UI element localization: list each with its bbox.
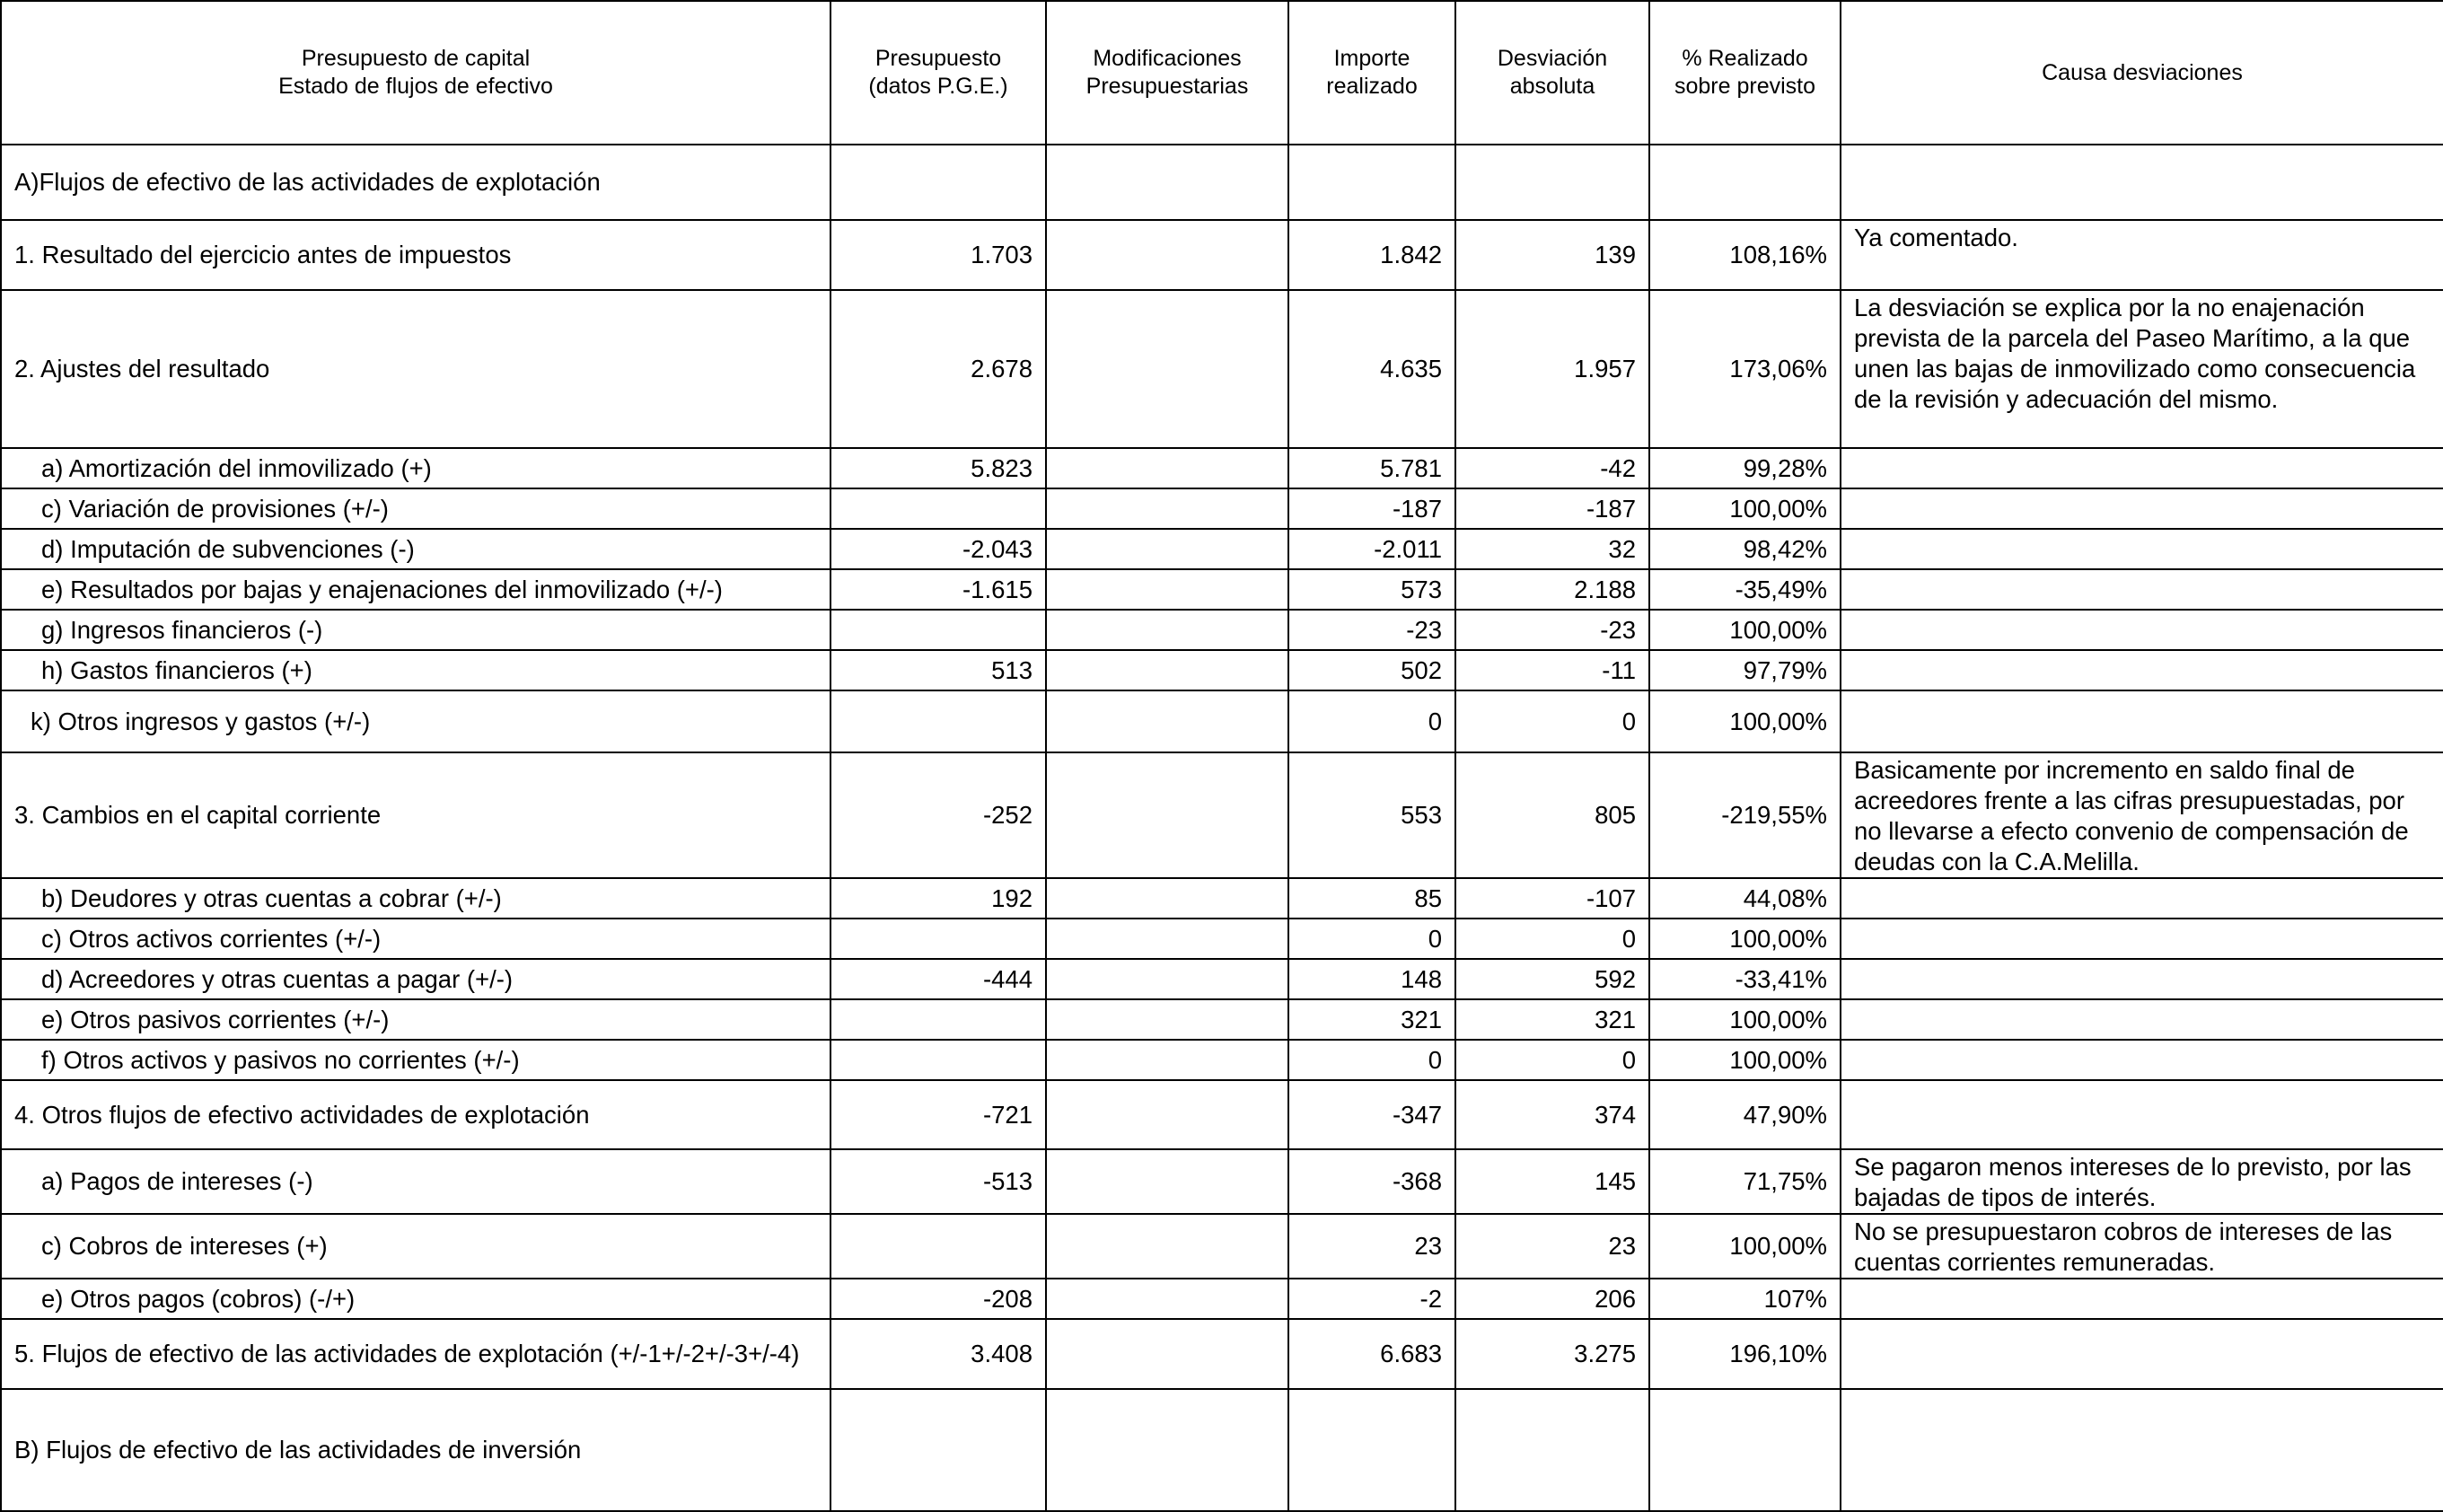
cell-concept: 2. Ajustes del resultado <box>1 290 830 448</box>
cell-presupuesto <box>830 1214 1046 1279</box>
cell-modificaciones <box>1046 959 1288 999</box>
cell-presupuesto <box>830 1040 1046 1080</box>
cell-presupuesto: 2.678 <box>830 290 1046 448</box>
cell-porcentaje: 100,00% <box>1649 690 1841 752</box>
cell-causa: Basicamente por incremento en saldo final de acreedores frente a las cifras presupuestadas, por no llevarse a efecto convenio de compensación de deudas con la C.A.Melilla. <box>1841 752 2443 878</box>
cell-importe: 1.842 <box>1288 220 1455 290</box>
cell-concept: c) Variación de provisiones (+/-) <box>1 488 830 529</box>
cell-causa <box>1841 959 2443 999</box>
cell-importe: 502 <box>1288 650 1455 690</box>
cell-desviacion: 0 <box>1455 690 1649 752</box>
cell-importe: 4.635 <box>1288 290 1455 448</box>
cell-concept: h) Gastos financieros (+) <box>1 650 830 690</box>
cell-importe: 0 <box>1288 1040 1455 1080</box>
cell-desviacion <box>1455 1389 1649 1511</box>
cell-causa <box>1841 1319 2443 1389</box>
cell-presupuesto: -721 <box>830 1080 1046 1149</box>
cell-presupuesto <box>830 610 1046 650</box>
cell-causa <box>1841 878 2443 919</box>
table-row <box>1 290 2443 448</box>
cell-desviacion: -42 <box>1455 448 1649 488</box>
cell-modificaciones <box>1046 220 1288 290</box>
cell-desviacion: 0 <box>1455 1040 1649 1080</box>
cell-desviacion: 139 <box>1455 220 1649 290</box>
cell-concept: k) Otros ingresos y gastos (+/-) <box>1 690 830 752</box>
cell-concept: f) Otros activos y pasivos no corrientes (+/-) <box>1 1040 830 1080</box>
cell-concept: a) Amortización del inmovilizado (+) <box>1 448 830 488</box>
cell-porcentaje <box>1649 1389 1841 1511</box>
cell-desviacion: 1.957 <box>1455 290 1649 448</box>
cell-modificaciones <box>1046 290 1288 448</box>
cell-porcentaje: 100,00% <box>1649 919 1841 959</box>
cell-desviacion: -23 <box>1455 610 1649 650</box>
cell-causa <box>1841 569 2443 610</box>
cell-causa: No se presupuestaron cobros de intereses de las cuentas corrientes remuneradas. <box>1841 1214 2443 1279</box>
cell-desviacion: 592 <box>1455 959 1649 999</box>
table-row <box>1 878 2443 919</box>
cell-concept: B) Flujos de efectivo de las actividades de inversión <box>1 1389 830 1511</box>
cell-importe: 0 <box>1288 690 1455 752</box>
cell-presupuesto: -444 <box>830 959 1046 999</box>
cell-modificaciones <box>1046 1040 1288 1080</box>
cell-importe: 0 <box>1288 919 1455 959</box>
cell-porcentaje: 100,00% <box>1649 1214 1841 1279</box>
cell-importe: 5.781 <box>1288 448 1455 488</box>
cell-presupuesto: 5.823 <box>830 448 1046 488</box>
cell-importe: 85 <box>1288 878 1455 919</box>
table-row <box>1 752 2443 878</box>
header-porcentaje: % Realizado sobre previsto <box>1649 1 1841 145</box>
cell-concept: c) Otros activos corrientes (+/-) <box>1 919 830 959</box>
cell-porcentaje: 44,08% <box>1649 878 1841 919</box>
cell-importe: -347 <box>1288 1080 1455 1149</box>
cell-presupuesto <box>830 1389 1046 1511</box>
cell-modificaciones <box>1046 1389 1288 1511</box>
cell-porcentaje: 173,06% <box>1649 290 1841 448</box>
table-row <box>1 569 2443 610</box>
cell-porcentaje: 196,10% <box>1649 1319 1841 1389</box>
cell-modificaciones <box>1046 878 1288 919</box>
cell-presupuesto: -208 <box>830 1279 1046 1319</box>
cell-porcentaje <box>1649 145 1841 220</box>
cell-importe: 6.683 <box>1288 1319 1455 1389</box>
cell-importe: 553 <box>1288 752 1455 878</box>
cell-presupuesto: -513 <box>830 1149 1046 1214</box>
header-desviacion: Desviación absoluta <box>1455 1 1649 145</box>
cell-concept: 5. Flujos de efectivo de las actividades de explotación (+/-1+/-2+/-3+/-4) <box>1 1319 830 1389</box>
cell-causa: Se pagaron menos intereses de lo previsto, por las bajadas de tipos de interés. <box>1841 1149 2443 1214</box>
table-row <box>1 488 2443 529</box>
cell-presupuesto: 513 <box>830 650 1046 690</box>
cell-modificaciones <box>1046 488 1288 529</box>
cell-modificaciones <box>1046 690 1288 752</box>
cell-causa: Ya comentado. <box>1841 220 2443 290</box>
cell-presupuesto: 1.703 <box>830 220 1046 290</box>
cell-modificaciones <box>1046 752 1288 878</box>
cell-causa <box>1841 999 2443 1040</box>
cell-porcentaje: 98,42% <box>1649 529 1841 569</box>
cell-modificaciones <box>1046 145 1288 220</box>
table-row <box>1 1149 2443 1214</box>
cell-importe: 321 <box>1288 999 1455 1040</box>
cell-causa: La desviación se explica por la no enajenación prevista de la parcela del Paseo Marítimo, a la que unen las bajas de inmovilizado como consecuencia de la revisión y adecuación del mismo. <box>1841 290 2443 448</box>
cell-presupuesto <box>830 488 1046 529</box>
cell-modificaciones <box>1046 1080 1288 1149</box>
cell-presupuesto <box>830 690 1046 752</box>
table-row <box>1 1214 2443 1279</box>
table-row <box>1 529 2443 569</box>
cell-causa <box>1841 690 2443 752</box>
table-row <box>1 1319 2443 1389</box>
cell-desviacion: -187 <box>1455 488 1649 529</box>
cell-porcentaje: 71,75% <box>1649 1149 1841 1214</box>
cell-concept: e) Otros pagos (cobros) (-/+) <box>1 1279 830 1319</box>
cell-presupuesto: 3.408 <box>830 1319 1046 1389</box>
cell-causa <box>1841 1389 2443 1511</box>
table-row <box>1 1080 2443 1149</box>
cell-modificaciones <box>1046 650 1288 690</box>
cell-concept: c) Cobros de intereses (+) <box>1 1214 830 1279</box>
cell-desviacion: 23 <box>1455 1214 1649 1279</box>
cell-modificaciones <box>1046 448 1288 488</box>
cell-porcentaje: 100,00% <box>1649 610 1841 650</box>
cell-concept: 1. Resultado del ejercicio antes de impuestos <box>1 220 830 290</box>
cell-concept: a) Pagos de intereses (-) <box>1 1149 830 1214</box>
cell-presupuesto <box>830 919 1046 959</box>
cell-concept: d) Imputación de subvenciones (-) <box>1 529 830 569</box>
header-presupuesto: Presupuesto (datos P.G.E.) <box>830 1 1046 145</box>
cell-desviacion: 3.275 <box>1455 1319 1649 1389</box>
cell-causa <box>1841 610 2443 650</box>
cell-modificaciones <box>1046 1319 1288 1389</box>
cell-porcentaje: 100,00% <box>1649 488 1841 529</box>
cell-porcentaje: 97,79% <box>1649 650 1841 690</box>
cell-desviacion: 32 <box>1455 529 1649 569</box>
cell-modificaciones <box>1046 569 1288 610</box>
cell-porcentaje: 100,00% <box>1649 1040 1841 1080</box>
cell-causa <box>1841 488 2443 529</box>
header-concept: Presupuesto de capital Estado de flujos de efectivo <box>1 1 830 145</box>
cell-concept: b) Deudores y otras cuentas a cobrar (+/-) <box>1 878 830 919</box>
cell-concept: 3. Cambios en el capital corriente <box>1 752 830 878</box>
cell-desviacion: 145 <box>1455 1149 1649 1214</box>
table-row <box>1 1040 2443 1080</box>
cell-modificaciones <box>1046 999 1288 1040</box>
cell-modificaciones <box>1046 1279 1288 1319</box>
cell-porcentaje: -219,55% <box>1649 752 1841 878</box>
cell-causa <box>1841 1279 2443 1319</box>
cell-importe <box>1288 1389 1455 1511</box>
table-row <box>1 650 2443 690</box>
cell-presupuesto: -252 <box>830 752 1046 878</box>
cell-modificaciones <box>1046 919 1288 959</box>
header-importe: Importe realizado <box>1288 1 1455 145</box>
table-row <box>1 448 2443 488</box>
cell-presupuesto <box>830 999 1046 1040</box>
cell-desviacion <box>1455 145 1649 220</box>
cell-importe: -187 <box>1288 488 1455 529</box>
cell-causa <box>1841 145 2443 220</box>
header-row <box>1 1 2443 145</box>
cell-modificaciones <box>1046 610 1288 650</box>
cell-modificaciones <box>1046 529 1288 569</box>
cell-porcentaje: 100,00% <box>1649 999 1841 1040</box>
cell-importe: -368 <box>1288 1149 1455 1214</box>
cell-desviacion: 0 <box>1455 919 1649 959</box>
cell-desviacion: -11 <box>1455 650 1649 690</box>
cell-concept: g) Ingresos financieros (-) <box>1 610 830 650</box>
cell-modificaciones <box>1046 1149 1288 1214</box>
table-row <box>1 1389 2443 1511</box>
cell-causa <box>1841 1080 2443 1149</box>
table-row <box>1 919 2443 959</box>
cell-desviacion: 805 <box>1455 752 1649 878</box>
cell-causa <box>1841 529 2443 569</box>
cell-porcentaje: -35,49% <box>1649 569 1841 610</box>
cell-concept: d) Acreedores y otras cuentas a pagar (+/-) <box>1 959 830 999</box>
cell-concept: e) Resultados por bajas y enajenaciones del inmovilizado (+/-) <box>1 569 830 610</box>
cell-desviacion: 206 <box>1455 1279 1649 1319</box>
cell-desviacion: 374 <box>1455 1080 1649 1149</box>
header-modificaciones: Modificaciones Presupuestarias <box>1046 1 1288 145</box>
cell-importe: 148 <box>1288 959 1455 999</box>
cell-concept: e) Otros pasivos corrientes (+/-) <box>1 999 830 1040</box>
cell-desviacion: -107 <box>1455 878 1649 919</box>
table-row <box>1 145 2443 220</box>
cell-porcentaje: 108,16% <box>1649 220 1841 290</box>
cell-importe: 573 <box>1288 569 1455 610</box>
cell-porcentaje: 47,90% <box>1649 1080 1841 1149</box>
cell-importe <box>1288 145 1455 220</box>
table-row <box>1 690 2443 752</box>
table-row <box>1 959 2443 999</box>
cell-importe: 23 <box>1288 1214 1455 1279</box>
table-row <box>1 999 2443 1040</box>
cell-importe: -2 <box>1288 1279 1455 1319</box>
cell-importe: -2.011 <box>1288 529 1455 569</box>
cell-presupuesto <box>830 145 1046 220</box>
header-causa: Causa desviaciones <box>1841 1 2443 145</box>
cell-porcentaje: 99,28% <box>1649 448 1841 488</box>
cell-causa <box>1841 1040 2443 1080</box>
cell-porcentaje: -33,41% <box>1649 959 1841 999</box>
cell-importe: -23 <box>1288 610 1455 650</box>
table-row <box>1 1279 2443 1319</box>
cell-modificaciones <box>1046 1214 1288 1279</box>
cell-porcentaje: 107% <box>1649 1279 1841 1319</box>
cell-causa <box>1841 650 2443 690</box>
cell-desviacion: 2.188 <box>1455 569 1649 610</box>
table-row <box>1 220 2443 290</box>
cell-causa <box>1841 448 2443 488</box>
cell-presupuesto: -2.043 <box>830 529 1046 569</box>
cell-causa <box>1841 919 2443 959</box>
cell-concept: 4. Otros flujos de efectivo actividades de explotación <box>1 1080 830 1149</box>
cell-concept: A)Flujos de efectivo de las actividades de explotación <box>1 145 830 220</box>
cell-presupuesto: -1.615 <box>830 569 1046 610</box>
cell-presupuesto: 192 <box>830 878 1046 919</box>
table-row <box>1 610 2443 650</box>
cell-desviacion: 321 <box>1455 999 1649 1040</box>
